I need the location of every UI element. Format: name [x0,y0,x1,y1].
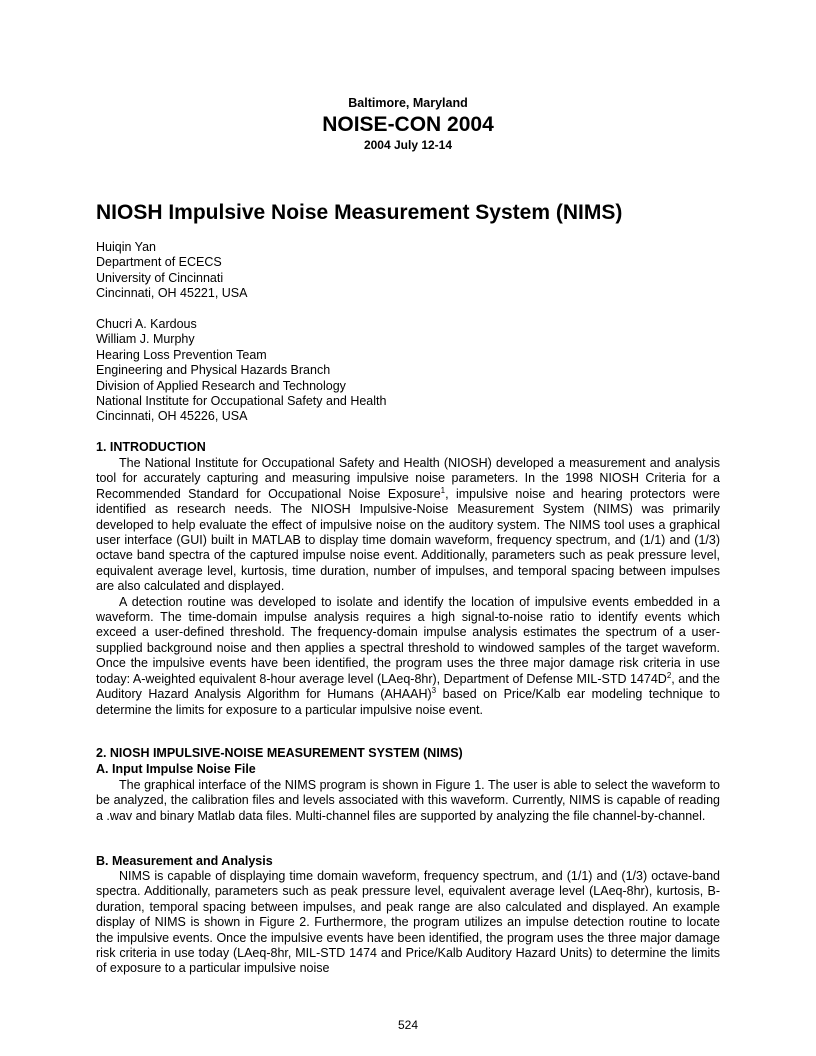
paragraph: A detection routine was developed to isolate and identify the location of impulsive events embedded in a waveform. The time-domain impulse analysis requires a high signal-to-noise ratio to identify events which exceed a user-defined threshold. The frequency-domain impulse analysis estimates the spectrum of a user-supplied background noise and then applies a spectral threshold to windowed samples of the target waveform. Once the impulsive events have been identified, the program uses the three major damage risk criteria in use today: A-weighted equivalent 8-hour average level (LAeq-8hr), Department of Defense MIL-STD $1474D^2$, and the Auditory Hazard Analysis Algorithm for Humans (AHAAH)$^3$ based on Price/Kalb ear modeling technique to determine the limits for exposure to a particular impulsive noise event. [96,594,720,717]
measurement-body [96,869,720,977]
author-line: Cincinnati, OH 45226, USA [96,409,248,424]
author-line: Department of ECECS [96,255,222,270]
reference-marker: 3 [431,685,437,695]
author-line: Cincinnati, OH 45221, USA [96,286,248,301]
page-number: 524 [397,1018,419,1032]
author-line: William J. Murphy [96,332,195,347]
introduction-body [96,456,720,718]
subsection-heading-input: A. Input Impulse Noise File [96,762,256,776]
author-block-1 [96,240,720,302]
reference-marker: 2 [666,670,672,680]
paragraph: The National Institute for Occupational Safety and Health (NIOSH) developed a measurement and analysis tool for accurately capturing and measuring impulsive noise parameters. In the 1998 NIOSH Criteria for a Recommended Standard for Occupational Noise Exposure$^1$, impulsive noise and hearing protectors were identified as research needs. The NIOSH Impulsive-Noise Measurement System (NIMS) was primarily developed to help evaluate the effect of impulsive noise on the auditory system. The NIMS tool uses a graphical user interface (GUI) built in MATLAB to display time domain waveform, frequency spectrum, and (1/1) and (1/3) octave band spectra of the captured impulse noise event. Additionally, parameters such as peak pressure level, equivalent average level, kurtosis, time duration, number of impulses, and temporal spacing between impulses are also calculated and displayed. [96,456,720,594]
paragraph: The graphical interface of the NIMS program is shown in Figure 1. The user is able to select the waveform to be analyzed, the calibration files and levels associated with this waveform. Currently, NIMS is capable of reading a .wav and binary Matlab data files. Multi-channel files are supported by analyzing the file channel-by-channel. [96,778,720,823]
author-line: Hearing Loss Prevention Team [96,347,267,362]
conference-location: Baltimore, Maryland [348,96,468,110]
author-line: Chucri A. Kardous [96,317,197,331]
paragraph: NIMS is capable of displaying time domain waveform, frequency spectrum, and (1/1) and (1/3) octave-band spectra. Additionally, parameters such as peak pressure level, equivalent average level (LAeq-8hr), kurtosis, B-duration, temporal spacing between impulses, and peak range are also calculated and displayed. An example display of NIMS is shown in Figure 2. Furthermore, the program utilizes an impulse detection routine to locate the impulsive events. Once the impulsive events have been identified, the program uses the three major damage risk criteria in use today (LAeq-8hr, MIL-STD 1474 and Price/Kalb Auditory Hazard Units) to determine the limits of exposure to a particular impulsive noise [96,869,720,976]
author-line: Engineering and Physical Hazards Branch [96,363,331,378]
author-line: Division of Applied Research and Technology [96,378,346,393]
reference-marker: 1 [440,485,446,495]
paper-title: NIOSH Impulsive Noise Measurement System (NIMS) [96,201,623,224]
author-line: Huiqin Yan [96,240,156,254]
conference-dates: 2004 July 12-14 [363,138,453,152]
section-heading-introduction: 1. INTRODUCTION [96,440,206,454]
section-heading-nims: 2. NIOSH IMPULSIVE-NOISE MEASUREMENT SYSTEM (NIMS) [96,746,463,760]
input-file-body [96,778,720,824]
subsection-heading-measurement: B. Measurement and Analysis [96,854,273,868]
author-line: University of Cincinnati [96,270,224,285]
author-block-2 [96,317,720,425]
conference-name: NOISE-CON 2004 [322,113,494,136]
author-line: National Institute for Occupational Safety and Health [96,393,387,408]
